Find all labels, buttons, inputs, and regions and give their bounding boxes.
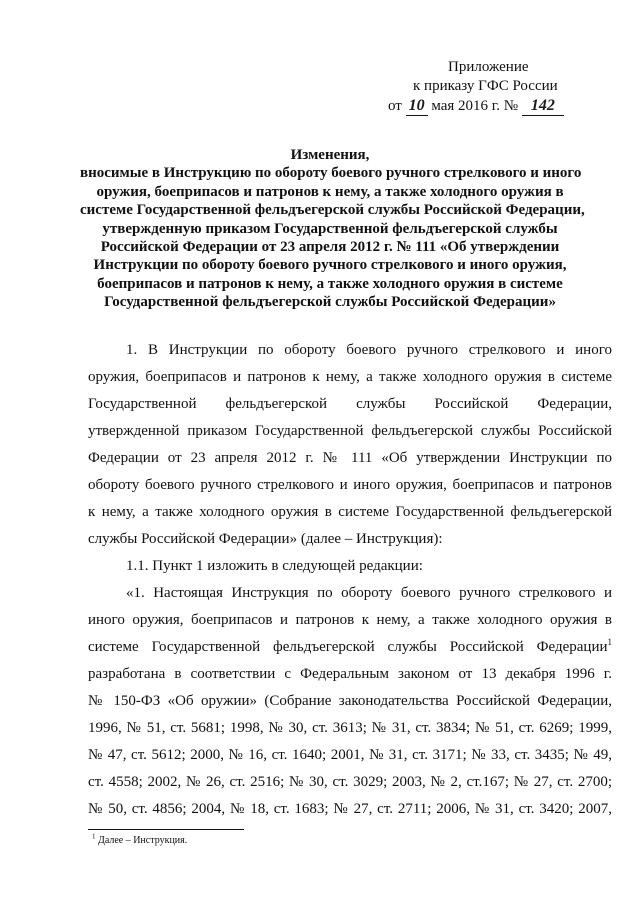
document-body <box>88 337 612 823</box>
title-line: вносимые в Инструкцию по обороту боевого ручного стрелкового и иного <box>80 165 582 182</box>
body-line: оружия, боеприпасов и патронов к нему, а также холодного оружия в системе <box>88 369 612 385</box>
body-line: № 150-ФЗ «Об оружии» (Собрание законодательства Российской Федерации, <box>88 693 612 709</box>
handwritten-order-number: 142 <box>522 96 564 116</box>
body-line: Федерации от 23 апреля 2012 г. № 111 «Об утверждении Инструкции по <box>88 450 612 466</box>
body-line: № 47, ст. 5612; 2000, № 16, ст. 1640; 2001, № 31, ст. 3171; № 33, ст. 3435; № 49, <box>88 747 612 763</box>
body-line: 1.1. Пункт 1 изложить в следующей редакции: <box>126 558 423 574</box>
body-line: 1996, № 51, ст. 5681; 1998, № 30, ст. 3613; № 31, ст. 3834; № 51, ст. 6269; 1999, <box>88 720 612 736</box>
appendix-header <box>380 58 610 116</box>
body-line: 1. В Инструкции по обороту боевого ручного стрелкового и иного <box>126 342 612 358</box>
footnote <box>92 832 188 847</box>
body-line: разработана в соответствии с Федеральным законом от 13 декабря 1996 г. <box>88 666 612 682</box>
title-line: Государственной фельдъегерской службы Российской Федерации» <box>104 294 556 311</box>
body-line: № 50, ст. 4856; 2004, № 18, ст. 1683; № 27, ст. 2711; 2006, № 31, ст. 3420; 2007, <box>88 801 612 817</box>
body-line: службы Российской Федерации» (далее – Инструкция): <box>88 531 443 547</box>
date-prefix: от <box>388 98 402 114</box>
body-line: утвержденной приказом Государственной фельдъегерской службы Российской <box>88 423 612 439</box>
appendix-title: Приложение <box>448 59 529 75</box>
date-month-year: мая 2016 г. № <box>431 98 519 114</box>
footnote-text: Далее – Инструкция. <box>98 835 188 846</box>
document-title <box>80 146 585 312</box>
appendix-date-line <box>380 96 610 116</box>
footnote-separator <box>88 829 244 830</box>
title-line: системе Государственной фельдъегерской службы Российской Федерации, <box>80 202 585 219</box>
handwritten-day: 10 <box>406 96 428 116</box>
title-line: Инструкции по обороту боевого ручного стрелкового и иного оружия, <box>93 257 567 274</box>
body-line: к нему, а также холодного оружия в системе Государственной фельдъегерской <box>88 504 612 520</box>
title-line: утвержденную приказом Государственной фельдъегерской службы <box>102 220 558 237</box>
body-line: иного оружия, боеприпасов и патронов к нему, а также холодного оружия в <box>88 612 612 628</box>
footnote-marker: 1 <box>92 832 96 841</box>
title-line: Российской Федерации от 23 апреля 2012 г. № 111 «Об утверждении <box>100 239 560 256</box>
title-line: Изменения, <box>290 147 370 163</box>
body-line: Государственной фельдъегерской службы Российской Федерации, <box>88 396 612 412</box>
footnote-reference: 1 <box>607 637 612 647</box>
body-line: «1. Настоящая Инструкция по обороту боевого ручного стрелкового и <box>126 585 612 601</box>
title-line: оружия, боеприпасов и патронов к нему, а также холодного оружия в <box>96 183 564 200</box>
body-line-with-footnote <box>88 634 612 661</box>
body-line-text: системе Государственной фельдъегерской службы Российской Федерации <box>88 639 608 655</box>
appendix-order-ref: к приказу ГФС России <box>413 78 558 94</box>
body-line: обороту боевого ручного стрелкового и иного оружия, боеприпасов и патронов <box>88 477 612 493</box>
title-line: боеприпасов и патронов к нему, а также холодного оружия в системе <box>97 275 563 292</box>
body-line: ст. 4558; 2002, № 26, ст. 2516; № 30, ст. 3029; 2003, № 2, ст.167; № 27, ст. 2700; <box>88 774 612 790</box>
